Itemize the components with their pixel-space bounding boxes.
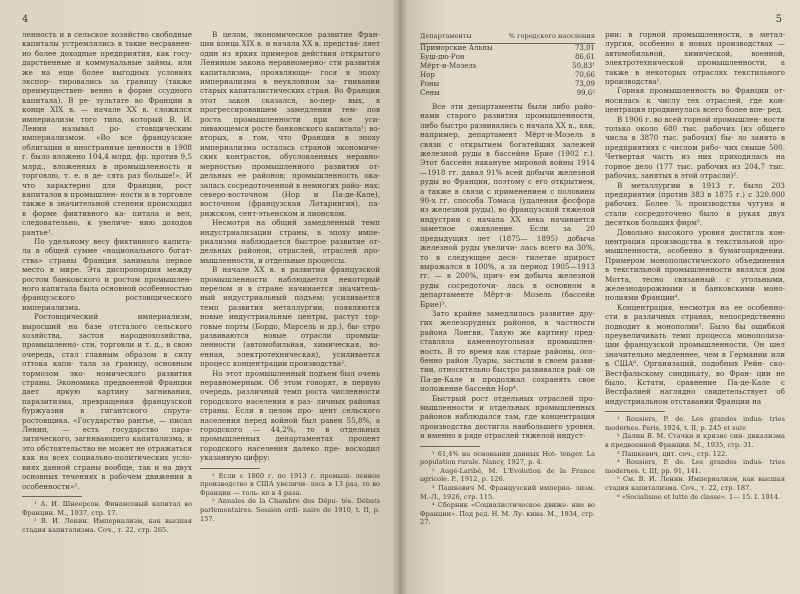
urban-percent: 73,01	[574, 44, 595, 52]
footnote: ¹ Rousiers, P. de. Les grandes indus- tries modernes. Paris, 1924, t. II, p. 245 et suiv.	[605, 415, 785, 432]
urban-percent: 73,09	[574, 80, 595, 88]
department-name: Мёрт-и-Мозель	[420, 62, 477, 70]
footnote: ² В. И. Ленин. Империализм, как высшая стадия капитализма. Соч., т. 22, стр. 265.	[22, 517, 192, 534]
urban-percent: 86,61	[574, 53, 595, 61]
footnote: ² Далин В. М. Стачки и кризис син- дикализма в предвоенной Франции. М., 1935, стр. 31.	[605, 432, 785, 450]
paragraph: В целом, экономическое развитие Фран- ции конца XIX в. и начала XX в. представ- ляет один из ярких примеров действия открытого Лениным закона неравномерно- сти развития капитализма, проявляюще- гося в эпоху империализма в неуклонном за- гнивании старых капиталистических стран. Во Франции этот закон сказался, во-пер- вых, в прогрессировавшем замедлении тем- пов роста промышленности при все уси- ливающемся росте банковского капитала¹; во-вторых, в том, что Франция в эпоху империализма осталась страной экономиче- ских контрастов, обусловленных неравно- мерностью промышленного развития от- дельных ее районов; промышленность ока- залась сосредоточенной в немногих райо- нах: северо-восточном (Нор и Па-де-Кале), восточном (французская Лотарингия), па- рижском, сент-этьенском и лионском.	[200, 30, 380, 218]
paragraph: рии: в горной промышленности, в метал- лургии, особенно в новых производствах — автомобильной, химической, военной, электротехнической промышленности, а также в некоторых отраслях текстильного производства¹.	[605, 30, 785, 87]
paragraph: Зато крайне замедлилось развитие дру- гих железорудных районов, в частности района Лонгви. Такую же картину пред- ставляла каменноугольная промышлен- ность. В то время как старые районы, осо- бенно район Луары, застыли в своем разви- тии, относительно быстро развивался рай- он Па-де-Кале и продолжал сохранять свое положение бассейн Нор⁴.	[420, 308, 595, 394]
paragraph: Но этот промышленный подъем был очень неравномерным. Об этом говорят, в первую очередь, различный темп роста численности городского населения в раз- личных районах страны. Если в целом про- цент сельского населения перед войной был равен 55,8%, а городского — 44,2%, то в отдельных промышленных департаментах процент городского населения далеко пре- восходил указанную цифру:	[200, 368, 380, 463]
right-page	[400, 0, 800, 594]
paragraph: Быстрый рост отдельных отраслей про- мышленности и отдельных промышленных районов наблюдался там, где концентрация производства достигла наибольшего уровня, и именно в ряде отраслей тяжелой индуст-	[420, 393, 595, 441]
table-header-department: Департаменты	[420, 32, 472, 40]
paragraph: Все эти департаменты были либо райо- нами старого развития промышленности, либо быстро развивались с начала XX в., как, например, департамент Мёрт-и-Мозель в связи с открытием богатейших залежей железной руды в бассейне Брие (1902 г.). Этот бассейн накануне мировой войны 1914—1918 гг. давал 91% всей добычи железной руды во Франции, поэтому с его открытием, а также в связи с применением с половины 90-х гг. способа Томаса (удаления фосфора из железной руды), во французской тяжелой индустрии с начала XX века начинается заметное оживление. Если за 20 предыдущих лет (1875— 1895) добыча железной руды увеличи- лась всего на 30%, то в следующее деся- тилетие прирост выражался в 100%, а за период 1905—1913 гг. — в 200%, прич- ем добыча железной руды сосредоточи- лась в основном в департаменте Мёрт-и- Мозель (бассейн Брие)³.	[420, 102, 595, 309]
footnote: ⁴ Сборник «Социалистическое движе- ние во Франции». Под ред. Н. М. Лу- кина. М., 1934, стр. 27.	[420, 501, 595, 527]
paragraph: Горная промышленность во Франции от- носилась к числу тех отраслей, где кон- центрация продвинулась всего более впе- ред.	[605, 86, 785, 115]
footnote: ⁶ «Socialisme et lutte de classe». 1— 15. I. 1914.	[617, 492, 781, 501]
paragraph: Ростовщический империализм, выросший на базе отсталого сельского хозяйства, застоя народнохозяйства, промышленно- сти, торговли и т. д., в свою очередь, стал главным образом в силу оттока капи- тала за границу, основным тормозом эко- номического развития страны. Экономика предвоенной Франции дает яркую картину загнивания, паразитизма, превращения французской буржуазии в гигантского спрута-ростовщика. «Государство рантье, — писал Ленин, — есть государство пара- зитического, загнивающего капитализма, и это обстоятельство не может не отражаться как на всех социально-политических усло- виях данной страны вообще, так и на двух основных течениях в рабочем движении в особенности»².	[22, 312, 192, 491]
table-row	[420, 53, 595, 62]
urban-population-table	[420, 32, 595, 98]
left-column-1	[22, 30, 192, 534]
footnote-divider	[22, 496, 82, 497]
urban-percent: 70,66	[574, 71, 595, 79]
footnote: ² Annales de la Chambre des Dépu- tés. Débats parlementaires. Session ordi- naire de 1910, t. II, p. 157.	[200, 497, 380, 523]
footnote: ¹ А. И. Шнеерсон. Финансовый капитал во Франции. М., 1937, стр. 17.	[22, 499, 192, 517]
table-row	[420, 44, 595, 54]
footnote: ¹ 61,4% на основании данных Hot- tenger. La population rurale. Nancy, 1927, p. 4.	[420, 449, 595, 467]
footnote: ² Augé-Laribé, M. L'Evolution de la France agricole. P., 1912, p. 126.	[420, 466, 595, 484]
paragraph: В металлургии в 1913 г. было 203 предприятия (против 383 в 1875 г.) с 320.000 рабочих. Более ⁷⁄₈ производства чугуна и стали сосредоточено было в руках двух десятков больших фирм³.	[605, 180, 785, 228]
footnote: ³ Пашкевич, цит. соч., стр. 122.	[617, 449, 728, 458]
right-column-1	[420, 30, 595, 527]
footnote-divider	[420, 446, 480, 447]
left-column-2	[200, 30, 380, 523]
book-gutter	[392, 0, 408, 594]
department-name: Сены	[420, 89, 440, 97]
page-number: 4	[22, 14, 29, 25]
footnote: ¹ Если с 1860 г. по 1913 г. промыш- ленное производство в США увеличи- лось в 13 раз, то во Франции — толь- ко в 4 раза.	[200, 471, 380, 497]
paragraph: Концентрация, несмотря на ее особенно- сти в различных странах, непосредственно подводит к монополии⁵. Было бы ошибкой преувеличивать темп процесса монополиза- ции французской промышленности. Он шел значительно медленнее, чем в Германии или в США⁶. Организаций, подобных Рейн- ско-Вестфальскому синдикату, во Фран- ции не было. Кстати, сравнение Па-де-Кале с Вестфалией наглядно свидетельствует об индустриальном отставании Франции на	[605, 302, 785, 406]
footnote-divider	[200, 468, 260, 469]
footnote-divider	[605, 411, 665, 412]
urban-percent: 99,6²	[576, 89, 595, 97]
table-row	[420, 80, 595, 89]
table-header-urban-percent: % городского населения	[508, 32, 595, 40]
paragraph: Несмотря на общий замедленный темп индустриализации страны, в эпоху импе- риализма наблюдается быстрое развитие от- дельных районов, отраслей, отраслей про- мышленности, и отдельные процессы.	[200, 218, 380, 265]
table-row	[420, 89, 595, 98]
page-number: 5	[775, 14, 782, 25]
table-row	[420, 62, 595, 71]
paragraph: По удельному весу фиктивного капита- ла в общей сумме «национального богат- ства» страны Франция занимала первое место в мире. Эта диспропорция между ростом банковского и ростом промышлен- ного капитала была основной особенностью французского ростовщического империализма.	[22, 236, 192, 312]
footnote: ⁵ См. В. И. Ленин. Империализм, как высшая стадия капитализма. Соч., т. 22, стр. 187.	[605, 475, 785, 492]
urban-percent: 50,83¹	[572, 62, 595, 70]
department-name: Нор	[420, 71, 435, 79]
paragraph: В 1906 г. во всей горной промышлен- ности только около 680 тыс. рабочих (из общего числа в 3870 тыс. рабочих) бы- ло занято в предприятиях с числом рабо- чих свыше 500. Четвертая часть из них приходилась на горное дело (177 тыс. рабочих из 204,7 тыс. рабочих, занятых в этой отрасли)².	[605, 114, 785, 181]
paragraph: В начале XX в. в развитии французской промышленности наблюдается некоторый перелом и в стране начинается значитель- ный индустриальный подъем; усиливается темп развития металлургии, появляются новые индустриальные центры, растут тор- говые порты (Бордо, Марсель и др.), бы- стро развиваются новые отрасли промыш- ленности (автомобильная, химическая, во- енная, электротехническая), усиливается процесс концентрации производства².	[200, 265, 380, 369]
footnote: ³ Пашкевич М. Французский империа- лизм. М.-Л., 1926, стр. 115.	[420, 484, 595, 501]
department-name: Буш-дю-Рон	[420, 53, 465, 61]
footnote: ⁴ Rousiers, P. de. Les grandes indus- tries modernes. t. III, pp. 91, 141.	[605, 458, 785, 475]
department-name: Приморские Альпы	[420, 44, 493, 52]
table-row	[420, 71, 595, 80]
right-column-2	[605, 30, 785, 501]
paragraph: Довольно высокого уровня достигла кон- центрация производства в текстильной про- мышленности, особенно в бумагопрядении. Примером монополистического объединения в текстильной промышленности являлся дом Мотта, тесно связанный с угольными, железнодорожными и банковскими моно- полиями Франции⁴.	[605, 227, 785, 303]
paragraph: ленность и в сельское хозяйство свободные капиталы устремлялись в такие несравнен- но более доходные предприятия, как госу- дарственные и коммунальные займы, или же на еще более выгодных условиях экспор- тировались за границу (также преимуществен- венно в форме ссудного капитала). В ре- зультате во Франции в конце XIX в. — начале XX в. сложился империализм того типа, который В. И. Ленин называл ро- стовщическим империализмом. «Во все французские облигации и иностранные ценности в 1908 г. было вложено 104,4 млрд. фр. против 9,5 млрд., вложенных в промышленность и торговлю, т. е. в де- сять раз больше!». И что характерно для Франции, рост капиталов в промышлен- ности и в торговле также в значительной степени происходил в форме фиктивного ка- питала и вел, следовательно, к увеличе- нию доходов рантье¹.	[22, 30, 192, 237]
department-name: Роны	[420, 80, 440, 88]
